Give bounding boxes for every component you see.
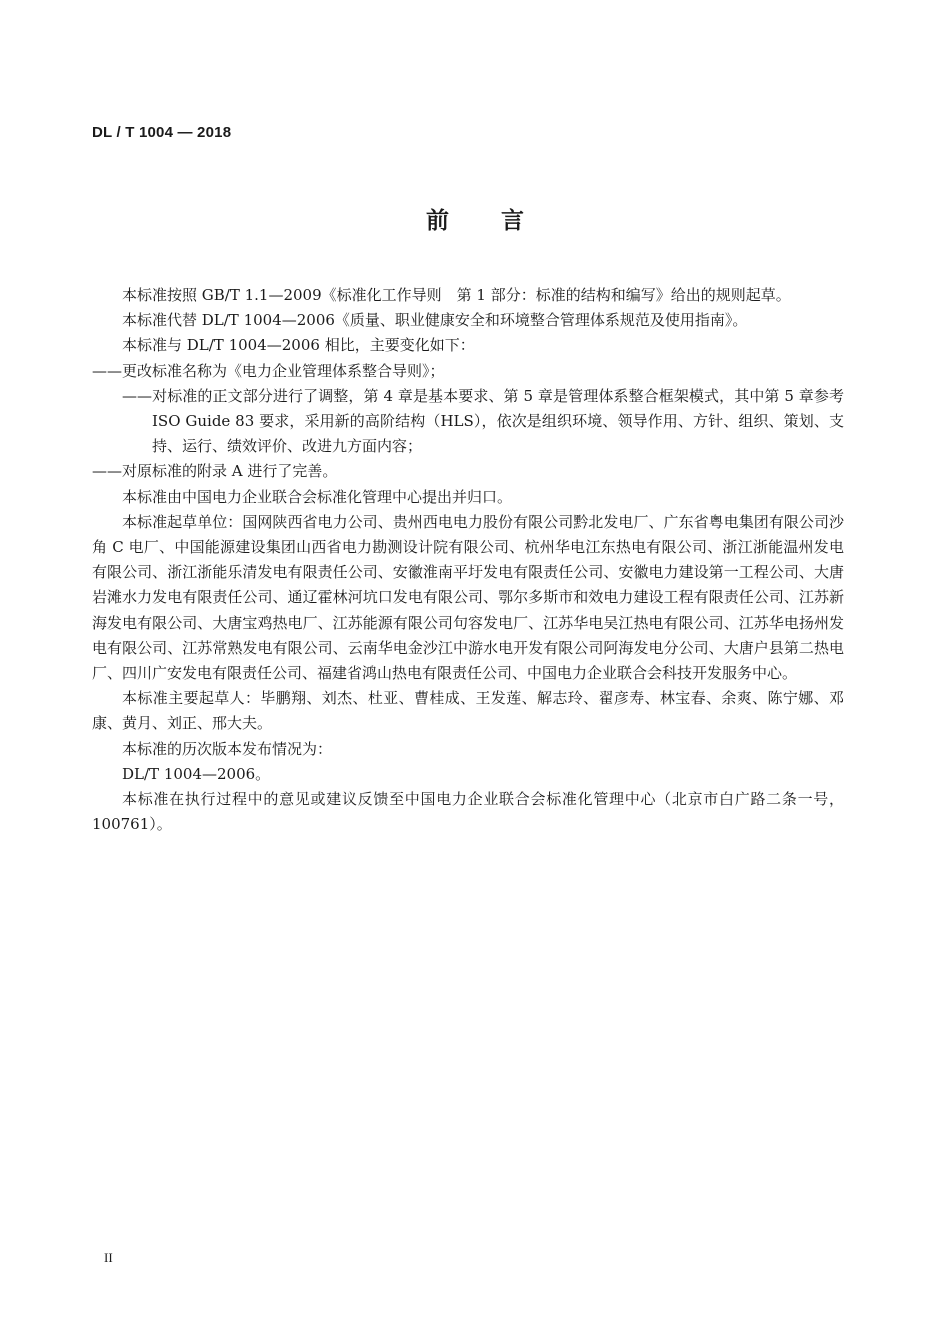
paragraph-version-history-intro: 本标准的历次版本发布情况为： bbox=[122, 739, 333, 758]
change-item-rename: ——更改标准名称为《电力企业管理体系整合导则》； bbox=[92, 361, 445, 380]
paragraph-drafting-units: 本标准起草单位：国网陕西省电力公司、贵州西电电力股份有限公司黔北发电厂、广东省粤电集团有限公司沙角 C 电厂、中国能源建设集团山西省电力勘测设计院有限公司、杭州华电江东热电有限公司、浙江浙能温州发电有限公司、浙江浙能乐清发电有限责任公司、安徽淮南平圩发电有限责任公司、安徽电力建设第一工程公司、大唐岩滩水力发电有限责任公司、通辽霍林河坑口发电有限公司、鄂尔多斯市和效电力建设工程有限责任公司、江苏新海发电有限公司、大唐宝鸡热电厂、江苏能源有限公司句容发电厂、江苏华电吴江热电有限公司、江苏华电扬州发电有限公司、江苏常熟发电有限公司、云南华电金沙江中游水电开发有限公司阿海发电分公司、大唐户县第二热电厂、四川广安发电有限责任公司、福建省鸿山热电有限责任公司、中国电力企业联合会科技开发服务中心。 bbox=[92, 512, 844, 683]
change-item-structure: ——对标准的正文部分进行了调整，第 4 章是基本要求、第 5 章是管理体系整合框架模式，其中第 5 章参考 ISO Guide 83 要求，采用新的高阶结构（HLS），依次是组织环境、领导作用、方针、组织、策划、支持、运行、绩效评价、改进九方面内容； bbox=[122, 386, 844, 456]
foreword-body bbox=[92, 283, 844, 837]
paragraph-changes-intro: 本标准与 DL/T 1004—2006 相比，主要变化如下： bbox=[122, 336, 475, 355]
page-number: II bbox=[104, 1250, 113, 1265]
document-code: DL / T 1004 — 2018 bbox=[92, 124, 232, 141]
paragraph-proposer: 本标准由中国电力企业联合会标准化管理中心提出并归口。 bbox=[122, 487, 513, 506]
paragraph-drafters: 本标准主要起草人：毕鹏翔、刘杰、杜亚、曹桂成、王发莲、解志玲、翟彦寿、林宝春、余爽、陈宁娜、邓康、黄月、刘正、邢大夫。 bbox=[92, 689, 844, 733]
page-title: 前言 bbox=[426, 208, 576, 234]
paragraph-version-history: DL/T 1004—2006。 bbox=[122, 764, 271, 783]
paragraph-drafting-rules: 本标准按照 GB/T 1.1—2009《标准化工作导则 第 1 部分：标准的结构和编写》给出的规则起草。 bbox=[122, 286, 791, 304]
paragraph-feedback: 本标准在执行过程中的意见或建议反馈至中国电力企业联合会标准化管理中心（北京市白广路二条一号，100761）。 bbox=[92, 790, 844, 834]
paragraph-replaces: 本标准代替 DL/T 1004—2006《质量、职业健康安全和环境整合管理体系规范及使用指南》。 bbox=[122, 311, 748, 330]
change-item-annex: ——对原标准的附录 A 进行了完善。 bbox=[92, 462, 338, 481]
